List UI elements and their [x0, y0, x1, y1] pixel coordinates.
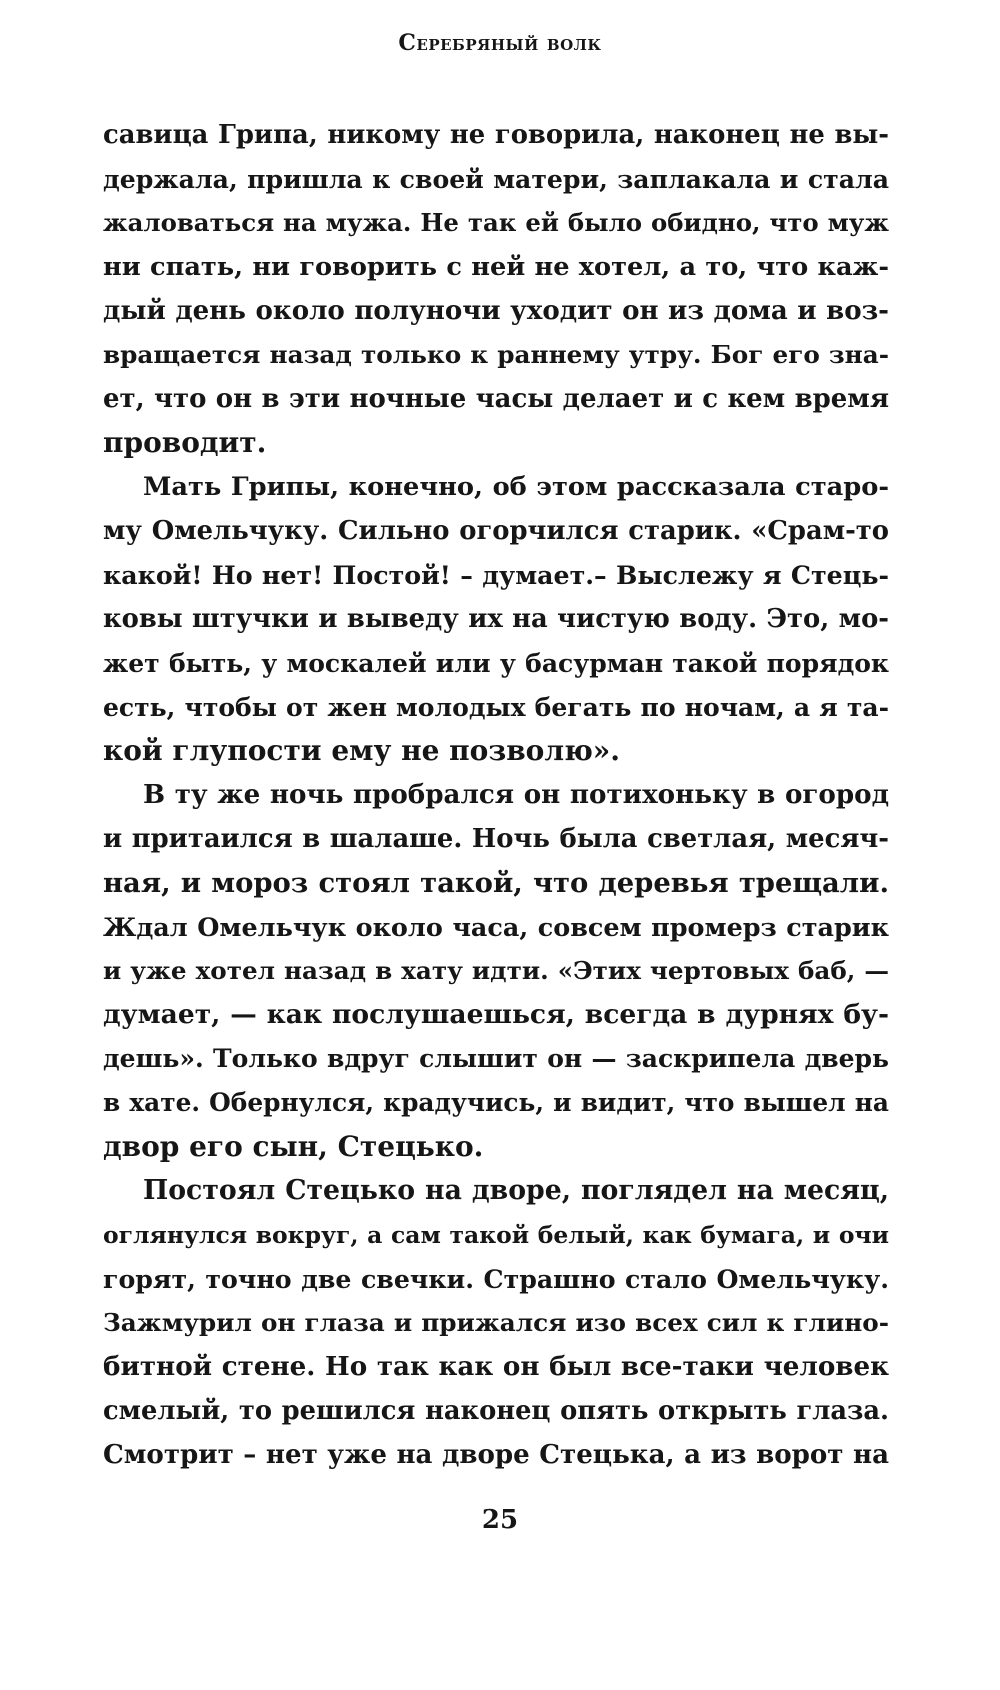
text-line: савица Грипа, никому не говорила, наконец не вы- [103, 120, 889, 150]
text-line: и уже хотел назад в хату идти. «Этих чертовых баб, — [103, 956, 889, 985]
text-line: двор его сын, Стецько. [103, 1130, 484, 1163]
text-line: Постоял Стецько на дворе, поглядел на месяц, [143, 1175, 889, 1206]
text-line: Ждал Омельчук около часа, совсем промерз старик [103, 912, 889, 942]
text-line: ная, и мороз стоял такой, что деревья трещали. [103, 867, 889, 899]
text-line: кой глупости ему не позволю». [103, 734, 621, 767]
text-line: дешь». Только вдруг слышит он — заскрипела дверь [103, 1044, 889, 1073]
text-line: жаловаться на мужа. Не так ей было обидно, что муж [103, 208, 889, 237]
text-line: ни спать, ни говорить с ней не хотел, а то, что каж- [103, 252, 889, 282]
text-line: проводит. [103, 426, 267, 459]
text-line: какой! Но нет! Постой! – думает.– Выслежу я Стець- [103, 560, 889, 590]
paragraph [103, 1169, 889, 1477]
text-line: есть, чтобы от жен молодых бегать по ночам, а я та- [103, 692, 889, 722]
paragraph [103, 465, 889, 773]
text-line: ет, что он в эти ночные часы делает и с кем время [103, 384, 889, 414]
text-line: Смотрит – нет уже на дворе Стецька, а из ворот на [103, 1439, 889, 1470]
text-line: жет быть, у москалей или у басурман такой порядок [103, 648, 889, 678]
paragraph [103, 113, 889, 465]
running-title: Серебряный волк [398, 30, 602, 56]
text-line: В ту же ночь пробрался он потихоньку в огород [143, 779, 889, 810]
text-line: оглянулся вокруг, а сам такой белый, как бумага, и очи [103, 1221, 889, 1249]
text-line: Зажмурил он глаза и прижался изо всех сил к глино- [103, 1308, 889, 1337]
text-line: горят, точно две свечки. Страшно стало Омельчуку. [103, 1264, 889, 1294]
body-text [103, 113, 889, 1477]
text-line: держала, пришла к своей матери, заплакала и стала [103, 164, 889, 194]
text-line: му Омельчуку. Сильно огорчился старик. «Срам-то [103, 516, 889, 546]
paragraph [103, 773, 889, 1169]
text-line: дый день около полуночи уходит он из дома и воз- [103, 296, 889, 326]
text-line: смелый, то решился наконец опять открыть глаза. [103, 1396, 889, 1426]
page-number: 25 [481, 1505, 519, 1535]
text-line: Мать Грипы, конечно, об этом рассказала старо- [143, 472, 889, 502]
text-line: вращается назад только к раннему утру. Бог его зна- [103, 340, 889, 369]
text-line: в хате. Обернулся, крадучись, и видит, что вышел на [103, 1088, 889, 1117]
text-line: битной стене. Но так как он был все-таки человек [103, 1351, 889, 1382]
text-line: и притаился в шалаше. Ночь была светлая, месяч- [103, 824, 889, 854]
text-line: ковы штучки и выведу их на чистую воду. Это, мо- [103, 604, 889, 634]
text-line: думает, — как послушаешься, всегда в дурнях бу- [103, 999, 889, 1030]
